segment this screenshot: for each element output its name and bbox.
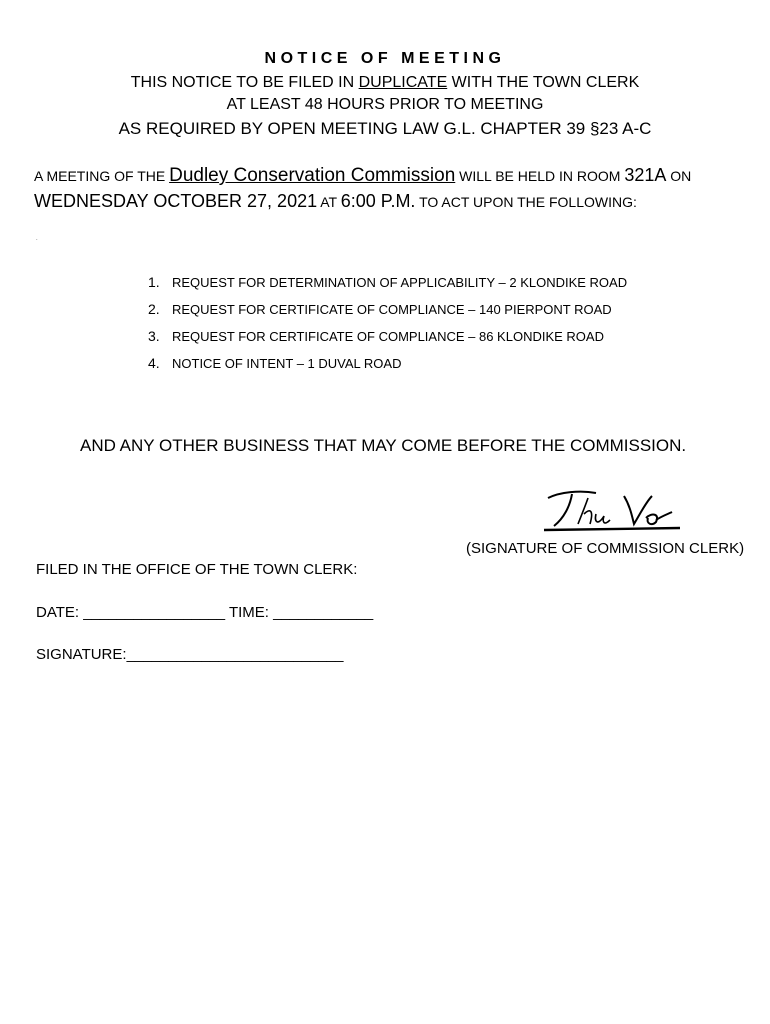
closing-statement: AND ANY OTHER BUSINESS THAT MAY COME BEFORE THE COMMISSION. xyxy=(80,436,687,455)
signature-line xyxy=(36,646,343,663)
agenda-item-text: REQUEST FOR DETERMINATION OF APPLICABILITY – 2 KLONDIKE ROAD xyxy=(172,275,628,290)
meeting-announcement xyxy=(34,163,734,215)
agenda-list xyxy=(148,272,627,380)
timing-requirement: AT LEAST 48 HOURS PRIOR TO MEETING xyxy=(226,96,544,113)
agenda-item-number: 3. xyxy=(148,328,160,344)
meeting-lead: A MEETING OF THE xyxy=(34,168,170,184)
agenda-item xyxy=(148,299,627,326)
handwritten-signature xyxy=(540,484,690,536)
agenda-item xyxy=(148,272,627,299)
agenda-item-number: 2. xyxy=(148,301,160,317)
date-label: DATE: xyxy=(36,604,80,621)
meeting-time: 6:00 P.M. xyxy=(340,191,416,211)
committee-name: Dudley Conservation Commission xyxy=(169,165,456,186)
agenda-item-number: 4. xyxy=(148,355,160,371)
filing-instruction-pre: THIS NOTICE TO BE FILED IN xyxy=(130,74,359,91)
filing-instruction xyxy=(0,74,770,92)
agenda-item-number: 1. xyxy=(148,274,160,290)
meeting-tail: TO ACT UPON THE FOLLOWING: xyxy=(415,194,637,210)
signature-field[interactable]: __________________________ xyxy=(126,646,344,663)
law-reference: AS REQUIRED BY OPEN MEETING LAW G.L. CHAPTER 39 §23 A-C xyxy=(118,119,652,138)
meeting-date: WEDNESDAY OCTOBER 27, 2021 xyxy=(34,191,318,211)
signature-caption: (SIGNATURE OF COMMISSION CLERK) xyxy=(466,540,745,557)
meeting-mid: WILL BE HELD IN ROOM xyxy=(455,168,625,184)
agenda-item-text: REQUEST FOR CERTIFICATE OF COMPLIANCE – 86 KLONDIKE ROAD xyxy=(172,329,604,344)
agenda-item-text: REQUEST FOR CERTIFICATE OF COMPLIANCE – 140 PIERPONT ROAD xyxy=(172,302,612,317)
meeting-at: AT xyxy=(317,194,341,210)
stray-mark: . xyxy=(36,236,38,242)
meeting-room: 321A xyxy=(624,165,667,185)
duplicate-word: DUPLICATE xyxy=(358,74,448,91)
notice-title: NOTICE OF MEETING xyxy=(264,50,506,67)
date-time-line xyxy=(36,604,373,621)
agenda-item xyxy=(148,353,627,380)
date-field[interactable]: _________________ xyxy=(83,604,226,621)
agenda-item-text: NOTICE OF INTENT – 1 DUVAL ROAD xyxy=(172,356,402,371)
signature-label: SIGNATURE: xyxy=(36,646,127,663)
filing-instruction-post: WITH THE TOWN CLERK xyxy=(447,74,640,91)
time-field[interactable]: ____________ xyxy=(273,604,374,621)
filed-heading: FILED IN THE OFFICE OF THE TOWN CLERK: xyxy=(36,561,358,578)
meeting-on: ON xyxy=(666,168,692,184)
agenda-item xyxy=(148,326,627,353)
time-label: TIME: xyxy=(228,604,269,621)
